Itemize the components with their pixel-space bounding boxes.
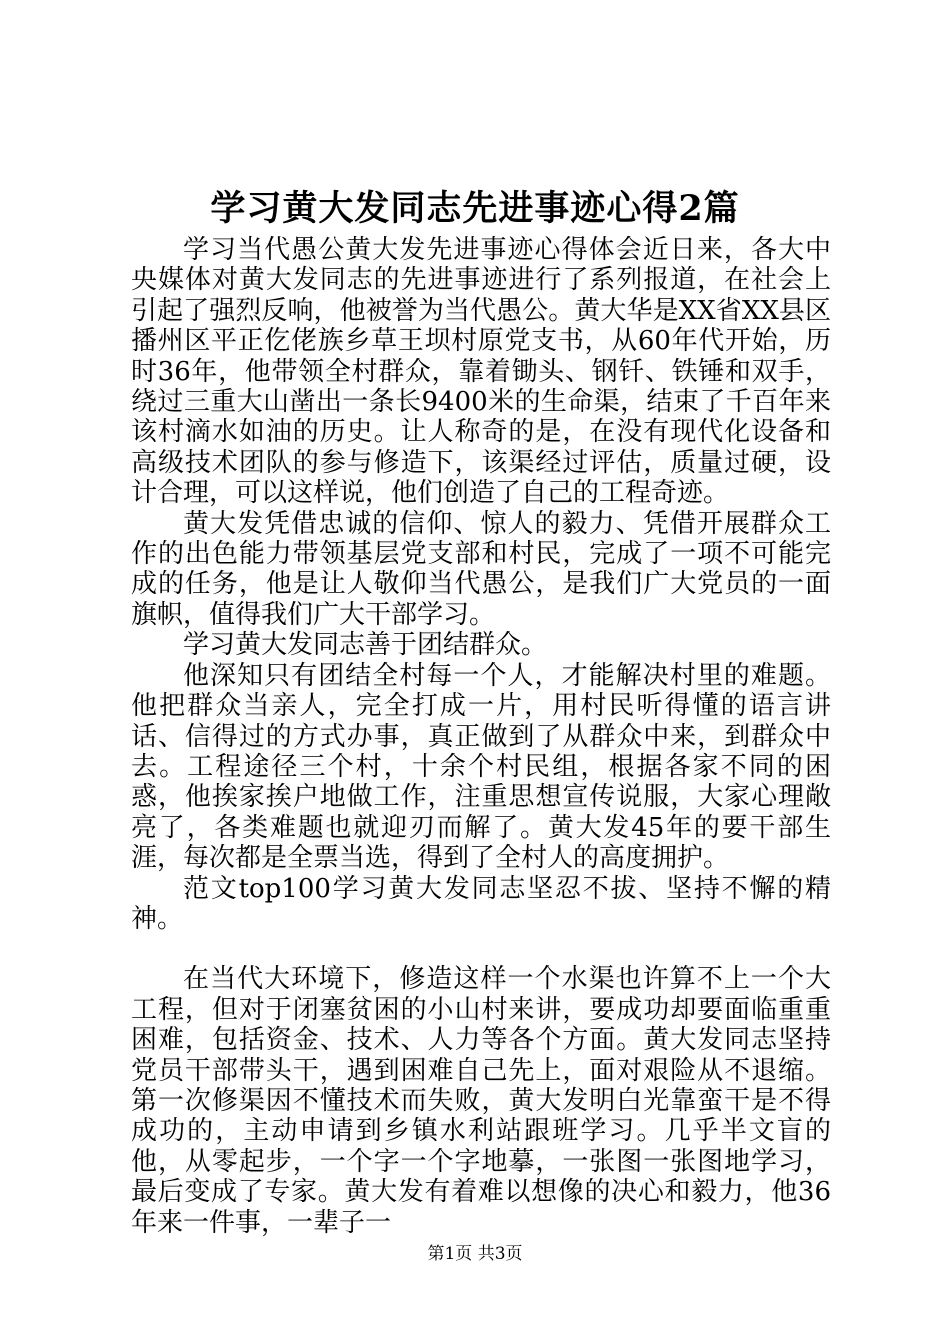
paragraph-spacer <box>131 934 831 964</box>
document-body <box>131 235 831 1238</box>
paragraph-perseverance: 在当代大环境下，修造这样一个水渠也许算不上一个大工程，但对于闭塞贫困的小山村来讲，要成功却要面临重重困难，包括资金、技术、人力等各个方面。黄大发同志坚持党员干部带头干，遇到困难自己先上，面对艰险从不退缩。第一次修渠因不懂技术而失败，黄大发明白光靠蛮干是不得成功的，主动申请到乡镇水利站跟班学习。几乎半文盲的他，从零起步，一个字一个字地摹，一张图一张图地学习，最后变成了专家。黄大发有着难以想像的决心和毅力，他36年来一件事，一辈子一 <box>131 964 831 1238</box>
paragraph-heading-perseverance: 范文top100学习黄大发同志坚忍不拔、坚持不懈的精神。 <box>131 873 831 934</box>
page-number-footer: 第1页 共3页 <box>427 1244 523 1264</box>
paragraph-heading-unity: 学习黄大发同志善于团结群众。 <box>183 630 548 661</box>
paragraph-intro: 学习当代愚公黄大发先进事迹心得体会近日来，各大中央媒体对黄大发同志的先进事迹进行了系列报道，在社会上引起了强烈反响，他被誉为当代愚公。黄大华是XX省XX县区播州区平正仡佬族乡草王坝村原党支书，从60年代开始，历时36年，他带领全村群众，靠着锄头、钢钎、铁锤和双手，绕过三重大山凿出一条长9400米的生命渠，结束了千百年来该村滴水如油的历史。让人称奇的是，在没有现代化设备和高级技术团队的参与修造下，该渠经过评估，质量过硬，设计合理，可以这样说，他们创造了自己的工程奇迹。 <box>131 235 831 509</box>
paragraph-unity: 他深知只有团结全村每一个人，才能解决村里的难题。他把群众当亲人，完全打成一片，用村民听得懂的语言讲话、信得过的方式办事，真正做到了从群众中来，到群众中去。工程途径三个村，十余个村民组，根据各家不同的困惑，他挨家挨户地做工作，注重思想宣传说服，大家心理敞亮了，各类难题也就迎刃而解了。黄大发45年的要干部生涯，每次都是全票当选，得到了全村人的高度拥护。 <box>131 660 831 874</box>
document-title: 学习黄大发同志先进事迹心得2篇 <box>210 188 740 229</box>
paragraph-praise: 黄大发凭借忠诚的信仰、惊人的毅力、凭借开展群众工作的出色能力带领基层党支部和村民，完成了一项不可能完成的任务，他是让人敬仰当代愚公，是我们广大党员的一面旗帜，值得我们广大干部学习。 <box>131 508 831 630</box>
